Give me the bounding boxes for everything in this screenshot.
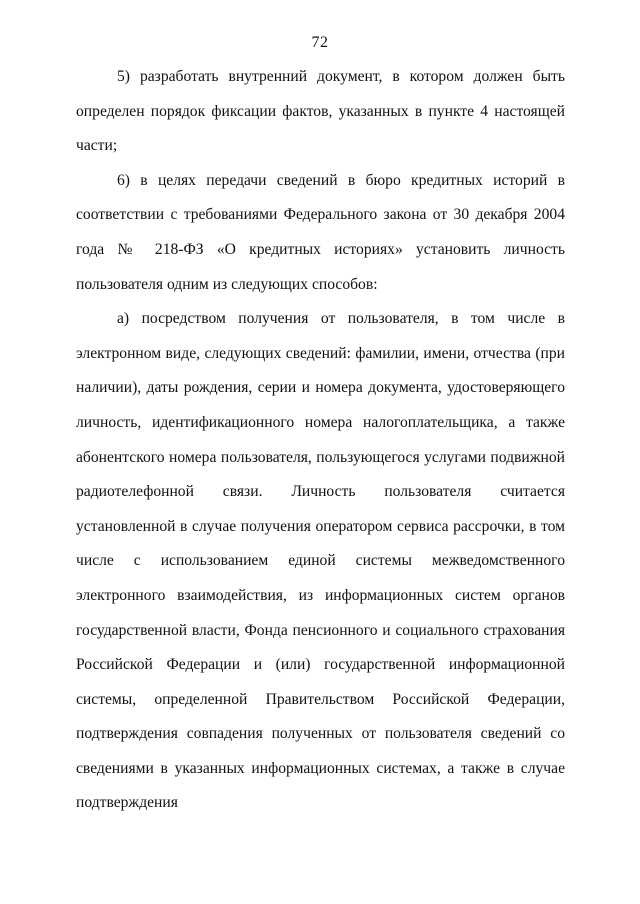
page-number: 72 — [311, 34, 329, 51]
paragraph-item-6: 6) в целях передачи сведений в бюро кредитных историй в соответствии с требованиями Федерального закона от 30 декабря 2004 года № 218-ФЗ «О кредитных историях» установить личность пользователя одним из следующих способов: — [76, 171, 565, 293]
paragraph-subitem-a: а) посредством получения от пользователя, в том числе в электронном виде, следующих сведений: фамилии, имени, отчества (при наличии), даты рождения, серии и номера документа, удостоверяющего личность, идентификационного номера налогоплательщика, а также абонентского номера пользователя, пользующегося услугами подвижной радиотелефонной связи. Личность пользователя считается установленной в случае получения оператором сервиса рассрочки, в том числе с использованием единой системы межведомственного электронного взаимодействия, из информационных систем органов государственной власти, Фонда пенсионного и социального страхования Российской Федерации и (или) государственной информационной системы, определенной Правительством Российской Федерации, подтверждения совпадения полученных от пользователя сведений со сведениями в указанных информационных системах, а также в случае подтверждения — [76, 310, 565, 812]
document-body — [76, 60, 565, 821]
paragraph-item-5: 5) разработать внутренний документ, в котором должен быть определен порядок фиксации фактов, указанных в пункте 4 настоящей части; — [76, 68, 565, 155]
